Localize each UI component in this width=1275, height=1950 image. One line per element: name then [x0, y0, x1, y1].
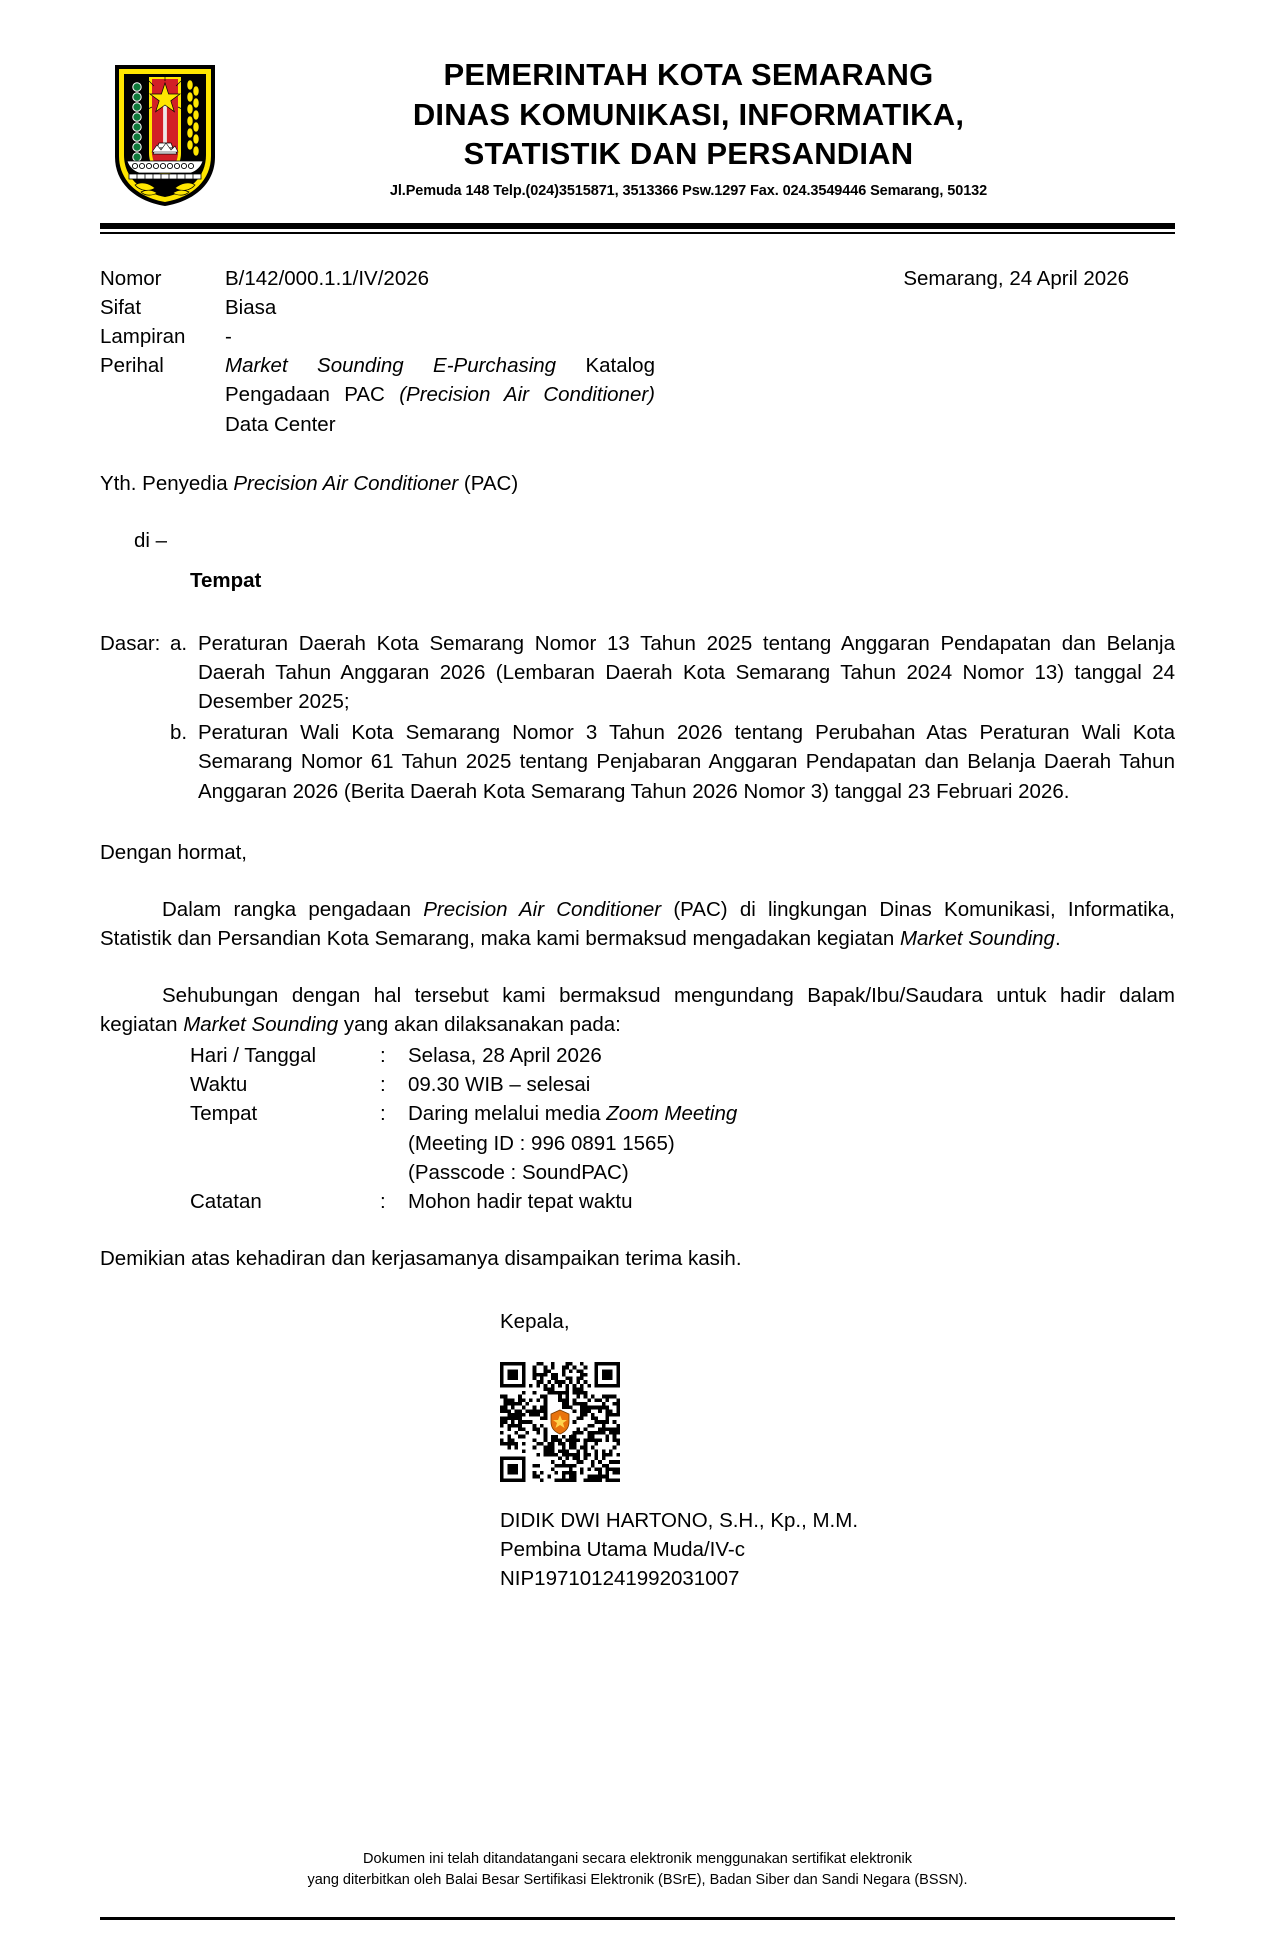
schedule-row-colon: : [380, 1189, 386, 1213]
reference-block [100, 264, 1175, 439]
perihal-value: Market Sounding E-Purchasing Katalog Pengadaan PAC (Precision Air Conditioner) Data Center [225, 354, 655, 436]
sifat-label: Sifat [100, 296, 142, 320]
schedule-row-label: Hari / Tanggal [190, 1044, 317, 1068]
org-address: Jl.Pemuda 148 Telp.(024)3515871, 3513366 Psw.1297 Fax. 024.3549446 Semarang, 50132 [389, 183, 988, 200]
schedule-row-colon: : [380, 1044, 386, 1068]
nomor-label: Nomor [100, 267, 162, 290]
org-line-1: PEMERINTAH KOTA SEMARANG [443, 57, 934, 92]
letterhead-text [230, 55, 1175, 199]
addressee-di: di – [134, 528, 168, 552]
schedule-block [100, 1041, 1175, 1216]
schedule-row [190, 1099, 1175, 1128]
schedule-row [190, 1041, 1175, 1070]
schedule-row [190, 1158, 1175, 1187]
schedule-row-value: Selasa, 28 April 2026 [408, 1044, 602, 1068]
signature-title: Kepala, [500, 1309, 570, 1333]
closing-paragraph: Demikian atas kehadiran dan kerjasamanya disampaikan terima kasih. [100, 1246, 742, 1270]
schedule-row-label: Tempat [190, 1102, 258, 1126]
footer-line-2: yang diterbitkan oleh Balai Besar Sertifikasi Elektronik (BSrE), Badan Siber dan Sandi Negara (BSSN). [307, 1872, 968, 1889]
org-line-3: STATISTIK DAN PERSANDIAN [463, 136, 914, 172]
schedule-row-value: Mohon hadir tepat waktu [408, 1189, 633, 1213]
addressee-suffix: (PAC) [458, 471, 519, 495]
reference-row-sifat [100, 293, 1175, 322]
digital-signature-qr-code[interactable] [500, 1362, 620, 1482]
org-line-2: DINAS KOMUNIKASI, INFORMATIKA, [412, 96, 965, 132]
dasar-label: Dasar: [100, 631, 161, 655]
header-divider [100, 223, 1175, 234]
crest-container [100, 55, 230, 209]
perihal-label: Perihal [100, 354, 164, 378]
addressee-tempat: Tempat [190, 568, 262, 592]
letterhead [0, 0, 1275, 209]
addressee-line [100, 469, 1175, 498]
place-and-date: Semarang, 24 April 2026 [903, 267, 1129, 290]
nomor-value: B/142/000.1.1/IV/2026 [225, 267, 430, 290]
signature-block [100, 1307, 1175, 1593]
schedule-row-value: (Passcode : SoundPAC) [408, 1160, 629, 1184]
paragraph-1: Dalam rangka pengadaan Precision Air Conditioner (PAC) di lingkungan Dinas Komunikasi, Informatika, Statistik dan Persandian Kota Semarang, maka kami bermaksud mengadakan kegiatan Market Sounding. [100, 897, 1175, 950]
signer-name: DIDIK DWI HARTONO, S.H., Kp., M.M. [500, 1509, 859, 1533]
schedule-row-colon: : [380, 1073, 386, 1097]
dasar-item-marker: b. [170, 721, 188, 745]
dasar-item-text: Peraturan Daerah Kota Semarang Nomor 13 Tahun 2025 tentang Anggaran Pendapatan dan Belanja Daerah Tahun Anggaran 2026 (Lembaran Daerah Kota Semarang Tahun 2024 Nomor 13) tanggal 24 Desember 2025; [198, 631, 1175, 714]
signer-nip: NIP197101241992031007 [500, 1567, 740, 1591]
salutation: Dengan hormat, [100, 840, 248, 864]
dasar-list [170, 629, 1175, 808]
paragraph-2: Sehubungan dengan hal tersebut kami bermaksud mengundang Bapak/Ibu/Saudara untuk hadir dalam kegiatan Market Sounding yang akan dilaksanakan pada: [100, 983, 1175, 1037]
addressee-prefix: Yth. Penyedia [100, 471, 234, 495]
schedule-row-label: Catatan [190, 1189, 262, 1213]
lampiran-value: - [225, 325, 232, 349]
addressee-block [100, 469, 1175, 595]
lampiran-label: Lampiran [100, 325, 186, 349]
footer-divider [100, 1917, 1175, 1920]
sifat-value: Biasa [225, 296, 277, 320]
schedule-row-label: Waktu [190, 1073, 248, 1097]
dasar-item [170, 629, 1175, 716]
semarang-city-crest-icon [111, 61, 219, 209]
dasar-item-marker: a. [170, 631, 188, 655]
schedule-row [190, 1187, 1175, 1216]
dasar-item-text: Peraturan Wali Kota Semarang Nomor 3 Tahun 2026 tentang Perubahan Atas Peraturan Wali Kota Semarang Nomor 61 Tahun 2025 tentang Penjabaran Anggaran Pendapatan dan Belanja Daerah Tahun Anggaran 2026 (Berita Daerah Kota Semarang Tahun 2026 Nomor 3) tanggal 23 Februari 2026. [198, 721, 1175, 803]
schedule-row-colon: : [380, 1102, 386, 1126]
bsre-emblem-icon [549, 1409, 571, 1435]
schedule-row-value: 09.30 WIB – selesai [408, 1073, 591, 1097]
dasar-item [170, 718, 1175, 805]
schedule-row-value: (Meeting ID : 996 0891 1565) [408, 1131, 675, 1155]
schedule-row-value: Daring melalui media Zoom Meeting [408, 1102, 738, 1126]
header-divider-thin [100, 232, 1175, 234]
letter-body [0, 264, 1275, 1593]
addressee-italic: Precision Air Conditioner [233, 471, 459, 495]
electronic-signature-footer [0, 1849, 1275, 1893]
signer-rank: Pembina Utama Muda/IV-c [500, 1538, 745, 1562]
schedule-row [190, 1070, 1175, 1099]
schedule-row [190, 1129, 1175, 1158]
qr-center-emblem [549, 1409, 571, 1435]
reference-row-perihal [100, 351, 1175, 438]
dasar-block [100, 629, 1175, 808]
reference-row-lampiran [100, 322, 1175, 351]
footer-line-1: Dokumen ini telah ditandatangani secara elektronik menggunakan sertifikat elektronik [363, 1850, 912, 1867]
